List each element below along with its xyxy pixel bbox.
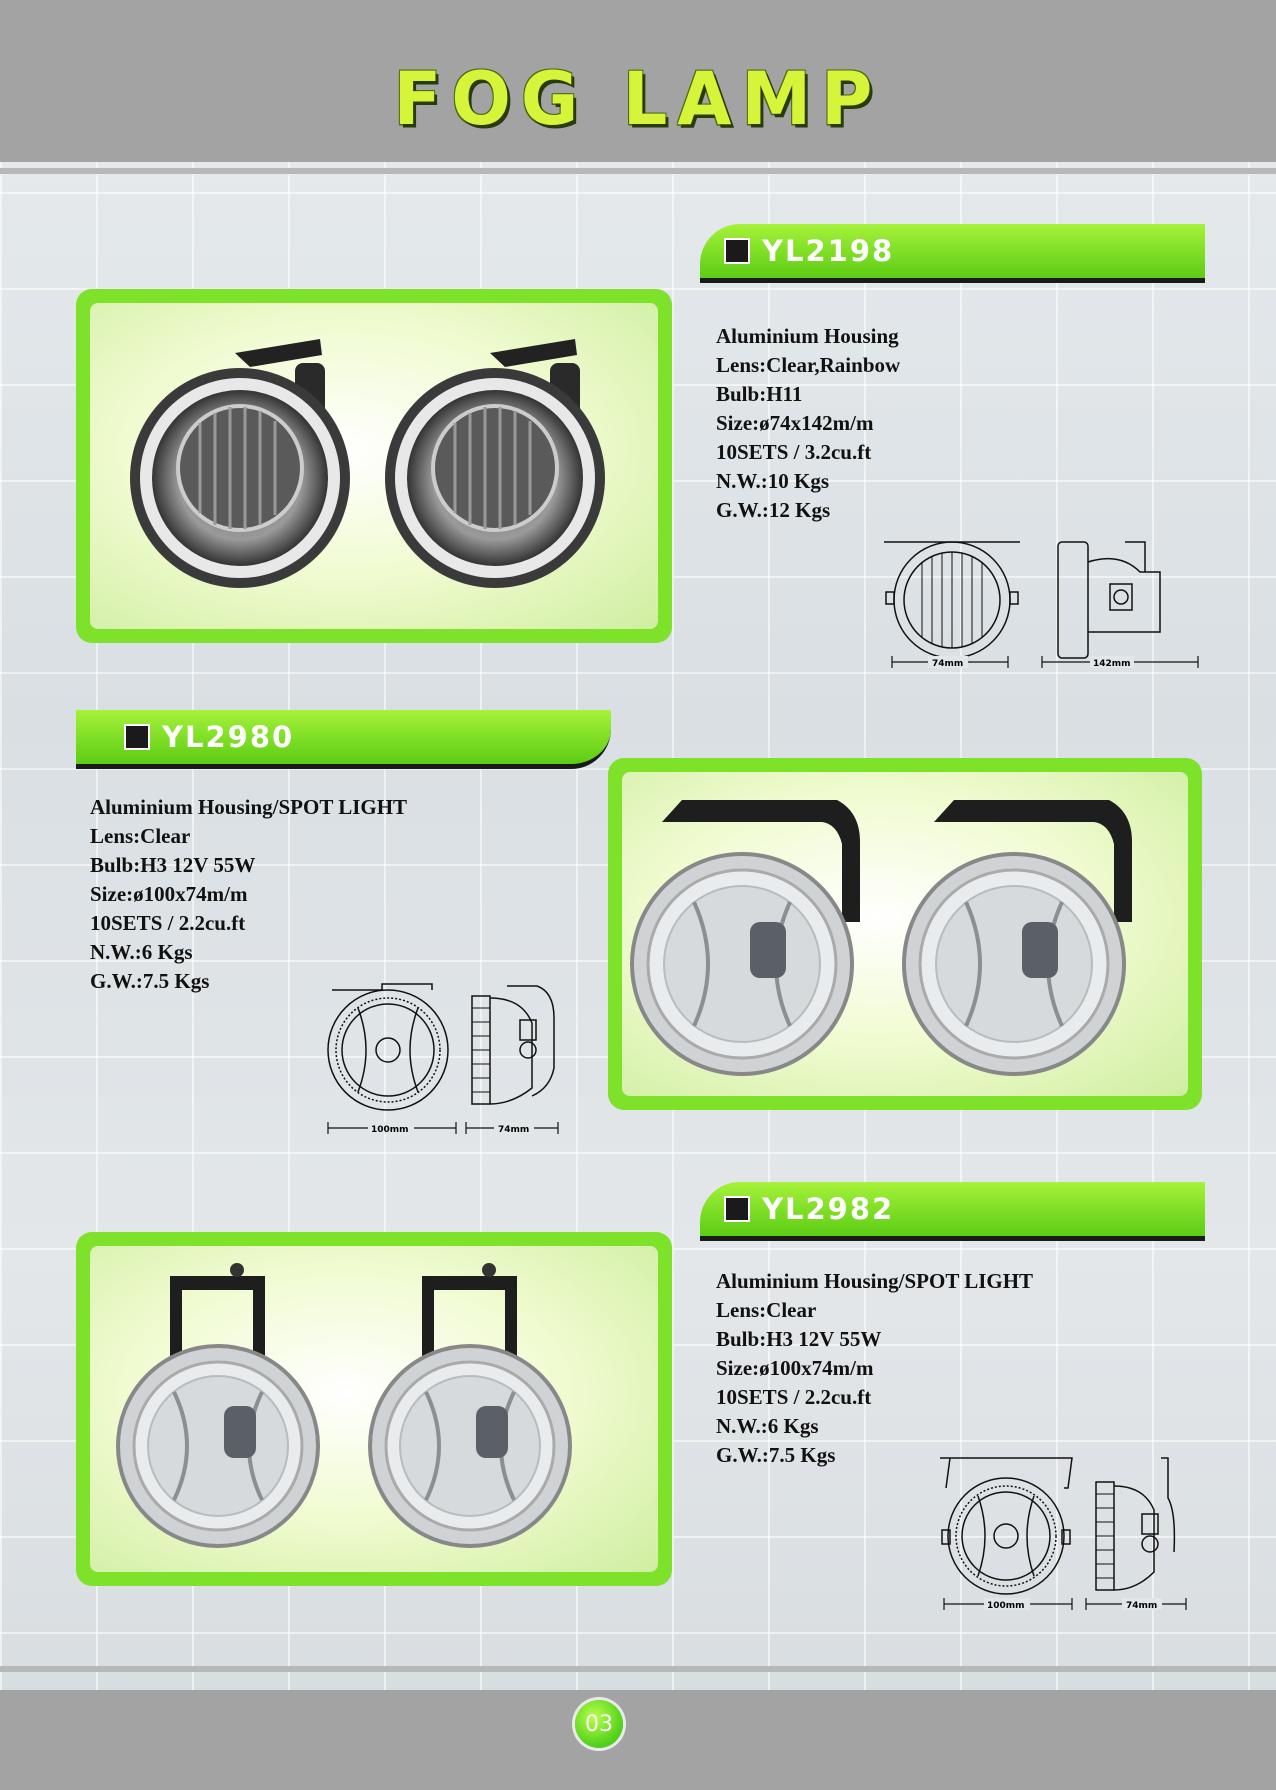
dimension-drawing-yl2198	[880, 532, 1210, 672]
square-bullet-icon	[724, 1196, 750, 1222]
page-title: FOG LAMP	[393, 55, 883, 143]
spec-line: Aluminium Housing	[716, 324, 899, 348]
spec-line: G.W.:12 Kgs	[716, 498, 831, 522]
dim-label: 142mm	[1093, 659, 1131, 669]
product-photo-yl2982	[76, 1232, 672, 1586]
page-footer	[0, 1690, 1276, 1790]
spec-line: Bulb:H3 12V 55W	[90, 853, 256, 877]
square-bullet-icon	[124, 724, 150, 750]
header-divider	[0, 168, 1276, 174]
model-label: YL2198	[762, 234, 895, 268]
spot-lamp-pair-image	[90, 1246, 658, 1572]
dimension-drawing-yl2980	[322, 978, 572, 1138]
spec-line: G.W.:7.5 Kgs	[90, 969, 210, 993]
dimension-drawing-yl2982	[936, 1452, 1196, 1612]
model-label: YL2980	[162, 720, 295, 754]
product-photo-yl2980	[608, 758, 1202, 1110]
spec-line: Lens:Clear	[90, 824, 191, 848]
spec-line: 10SETS / 3.2cu.ft	[716, 440, 872, 464]
model-tab-yl2198	[700, 224, 1205, 283]
spec-line: Size:ø74x142m/m	[716, 411, 874, 435]
spec-line: Size:ø100x74m/m	[716, 1356, 874, 1380]
spec-line: Aluminium Housing/SPOT LIGHT	[90, 795, 408, 819]
specs-yl2982	[716, 1267, 1033, 1470]
dim-label: 74mm	[932, 659, 964, 669]
spec-line: Bulb:H11	[716, 382, 803, 406]
spec-line: Lens:Clear	[716, 1298, 817, 1322]
dim-label: 74mm	[1126, 1601, 1158, 1611]
spec-line: N.W.:6 Kgs	[90, 940, 193, 964]
dim-label: 74mm	[498, 1125, 530, 1135]
spec-line: N.W.:10 Kgs	[716, 469, 829, 493]
specs-yl2980	[90, 793, 407, 996]
spec-line: Aluminium Housing/SPOT LIGHT	[716, 1269, 1034, 1293]
model-tab-yl2982	[700, 1182, 1205, 1241]
specs-yl2198	[716, 322, 900, 525]
spec-line: Lens:Clear,Rainbow	[716, 353, 901, 377]
spec-line: Size:ø100x74m/m	[90, 882, 248, 906]
fog-lamp-pair-image	[90, 303, 658, 629]
footer-divider	[0, 1666, 1276, 1672]
product-photo-yl2198	[76, 289, 672, 643]
spec-line: 10SETS / 2.2cu.ft	[90, 911, 246, 935]
dim-label: 100mm	[371, 1125, 409, 1135]
spec-line: N.W.:6 Kgs	[716, 1414, 819, 1438]
model-tab-yl2980	[76, 710, 611, 769]
spec-line: 10SETS / 2.2cu.ft	[716, 1385, 872, 1409]
spot-lamp-pair-image	[622, 772, 1188, 1096]
spec-line: Bulb:H3 12V 55W	[716, 1327, 882, 1351]
model-label: YL2982	[762, 1192, 895, 1226]
page-number: 03	[575, 1700, 623, 1748]
spec-line: G.W.:7.5 Kgs	[716, 1443, 836, 1467]
square-bullet-icon	[724, 238, 750, 264]
dim-label: 100mm	[987, 1601, 1025, 1611]
